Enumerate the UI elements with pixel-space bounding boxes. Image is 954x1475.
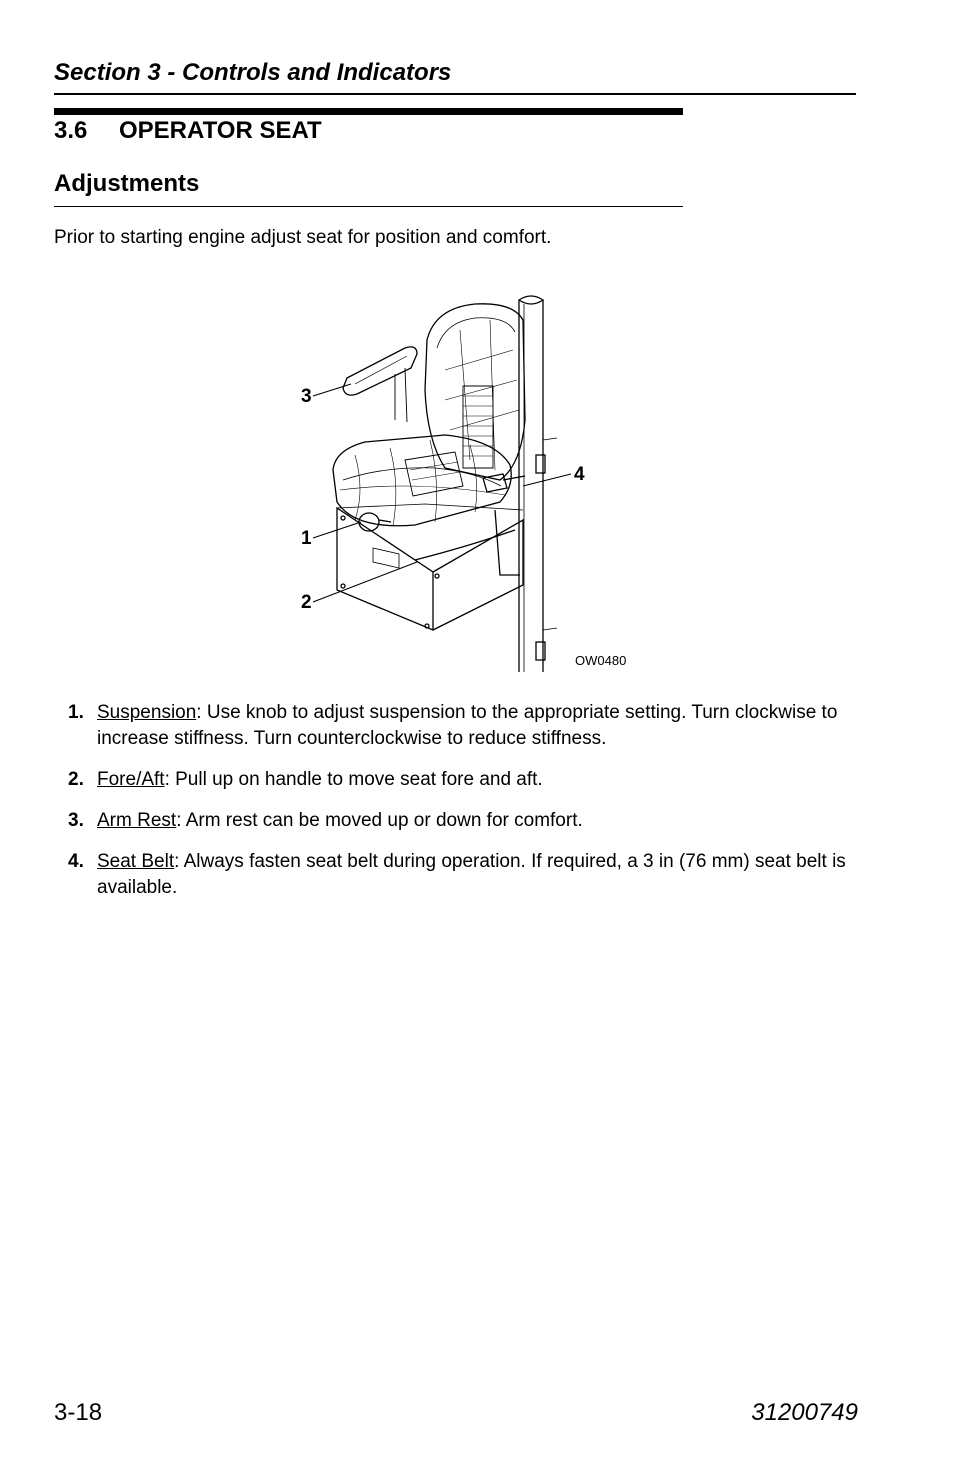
list-item (68, 700, 858, 752)
callout-4: 4 (574, 464, 585, 485)
section-title (54, 116, 322, 146)
step-text: : Always fasten seat belt during operation. If required, a 3 in (76 mm) seat belt is available. (97, 851, 846, 898)
seat-illustration (295, 290, 640, 675)
step-term: Fore/Aft (97, 769, 165, 790)
step-term: Suspension (97, 702, 197, 723)
section-number: 3.6 (54, 117, 88, 144)
step-term: Arm Rest (97, 810, 177, 831)
step-text: : Pull up on handle to move seat fore and aft. (164, 769, 543, 790)
subsection-rule (54, 206, 683, 207)
callout-1: 1 (301, 528, 312, 549)
intro-paragraph: Prior to starting engine adjust seat for position and comfort. (54, 227, 552, 248)
callout-2: 2 (301, 592, 312, 613)
figure-id: OW0480 (575, 653, 627, 668)
adjustment-steps (68, 700, 858, 916)
section-title-text: OPERATOR SEAT (119, 117, 322, 144)
header-rule (54, 93, 856, 95)
list-item (68, 808, 858, 834)
running-section-header: Section 3 - Controls and Indicators (54, 59, 452, 86)
callout-3: 3 (301, 386, 312, 407)
document-number: 31200749 (751, 1399, 858, 1426)
step-number: 3. (68, 810, 84, 831)
list-item (68, 849, 858, 901)
step-number: 2. (68, 769, 84, 790)
step-text: : Use knob to adjust suspension to the appropriate setting. Turn clockwise to increase stiffness. Turn counterclockwise to reduce stiffness. (97, 702, 838, 749)
section-rule-thick (54, 108, 683, 115)
step-number: 1. (68, 702, 84, 723)
list-item (68, 767, 858, 793)
page-number: 3-18 (54, 1399, 103, 1426)
subsection-title: Adjustments (54, 170, 200, 197)
step-text: : Arm rest can be moved up or down for comfort. (176, 810, 583, 831)
step-number: 4. (68, 851, 84, 872)
step-term: Seat Belt (97, 851, 175, 872)
